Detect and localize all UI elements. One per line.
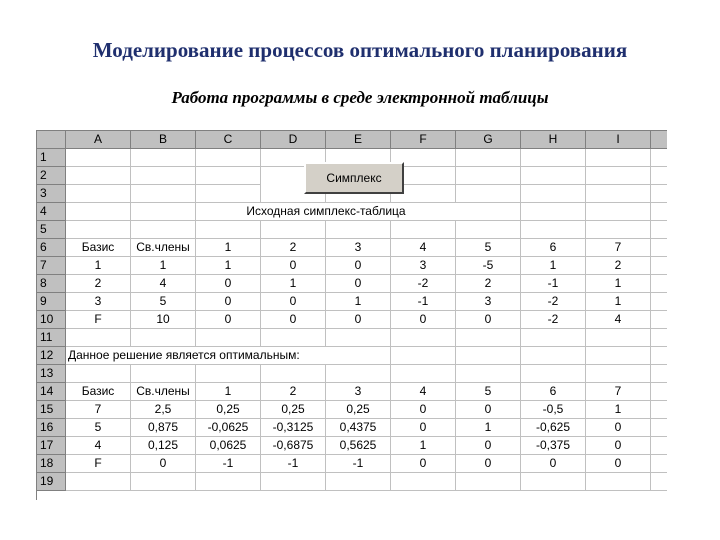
table2-cell-r5-c4[interactable]: -1 [261,455,326,473]
column-header-extra[interactable] [651,131,667,149]
row-header-19[interactable]: 19 [37,473,66,491]
table2-cell-r5-c5[interactable]: -1 [326,455,391,473]
grid-cell[interactable] [521,185,586,203]
grid-cell[interactable] [391,221,456,239]
grid-cell[interactable] [521,365,586,383]
table2-cell-r3-c6[interactable]: 0 [391,419,456,437]
row-header-1[interactable]: 1 [37,149,66,167]
grid-cell[interactable] [66,203,131,221]
table2-cell-r2-c9[interactable]: 1 [586,401,651,419]
table2-cell-r1-c2[interactable]: Св.члены [131,383,196,401]
grid-cell[interactable] [391,473,456,491]
grid-cell[interactable] [651,203,667,221]
row-header-15[interactable]: 15 [37,401,66,419]
grid-cell[interactable] [651,437,667,455]
table1-cell-r5-c8[interactable]: -2 [521,311,586,329]
table2-cell-r5-c8[interactable]: 0 [521,455,586,473]
row-header-5[interactable]: 5 [37,221,66,239]
table2-cell-r4-c9[interactable]: 0 [586,437,651,455]
column-header-f[interactable]: F [391,131,456,149]
table1-cell-r4-c2[interactable]: 5 [131,293,196,311]
table1-cell-r2-c5[interactable]: 0 [326,257,391,275]
grid-cell[interactable] [326,347,391,365]
table2-cell-r3-c3[interactable]: -0,0625 [196,419,261,437]
grid-cell[interactable] [196,149,261,167]
grid-cell[interactable] [261,221,326,239]
grid-cell[interactable] [586,167,651,185]
grid-cell[interactable] [586,221,651,239]
table1-cell-r3-c1[interactable]: 2 [66,275,131,293]
grid-cell[interactable] [391,365,456,383]
table1-cell-r5-c2[interactable]: 10 [131,311,196,329]
grid-cell[interactable] [651,239,667,257]
table2-cell-r1-c8[interactable]: 6 [521,383,586,401]
page-title: Моделирование процессов оптимального планирования [92,38,628,62]
grid-cell[interactable] [66,329,131,347]
table2-cell-r4-c8[interactable]: -0,375 [521,437,586,455]
grid-cell[interactable] [326,329,391,347]
grid-cell[interactable] [196,167,261,185]
table2-cell-r2-c5[interactable]: 0,25 [326,401,391,419]
table2-cell-r1-c9[interactable]: 7 [586,383,651,401]
table1-cell-r1-c8[interactable]: 6 [521,239,586,257]
row-header-9[interactable]: 9 [37,293,66,311]
grid-cell[interactable] [651,401,667,419]
grid-cell[interactable] [456,167,521,185]
row-header-3[interactable]: 3 [37,185,66,203]
table1-cell-r3-c7[interactable]: 2 [456,275,521,293]
table1-cell-r2-c9[interactable]: 2 [586,257,651,275]
grid-cell[interactable] [196,329,261,347]
grid-cell[interactable] [651,383,667,401]
grid-cell[interactable] [521,149,586,167]
grid-cell[interactable] [651,257,667,275]
simplex-button[interactable]: Симплекс [304,162,404,194]
table1-cell-r2-c7[interactable]: -5 [456,257,521,275]
table1-cell-r2-c6[interactable]: 3 [391,257,456,275]
table2-cell-r3-c7[interactable]: 1 [456,419,521,437]
table2-cell-r4-c2[interactable]: 0,125 [131,437,196,455]
table1-cell-r1-c4[interactable]: 2 [261,239,326,257]
grid-cell[interactable] [326,473,391,491]
grid-cell[interactable] [66,167,131,185]
grid-cell[interactable] [651,185,667,203]
column-header-a[interactable]: A [66,131,131,149]
table1-cell-r2-c8[interactable]: 1 [521,257,586,275]
table1-cell-r1-c2[interactable]: Св.члены [131,239,196,257]
grid-cell[interactable] [131,329,196,347]
grid-cell[interactable] [66,473,131,491]
column-header-d[interactable]: D [261,131,326,149]
grid-cell[interactable] [131,167,196,185]
grid-cell[interactable] [456,185,521,203]
grid-cell[interactable] [651,455,667,473]
table1-cell-r5-c3[interactable]: 0 [196,311,261,329]
table2-cell-r2-c4[interactable]: 0,25 [261,401,326,419]
table1-cell-r1-c7[interactable]: 5 [456,239,521,257]
row-header-2[interactable]: 2 [37,167,66,185]
table1-cell-r4-c1[interactable]: 3 [66,293,131,311]
table1-cell-r2-c1[interactable]: 1 [66,257,131,275]
table2-cell-r5-c6[interactable]: 0 [391,455,456,473]
table2-cell-r4-c6[interactable]: 1 [391,437,456,455]
row-header-8[interactable]: 8 [37,275,66,293]
table1-cell-r5-c5[interactable]: 0 [326,311,391,329]
grid-cell[interactable] [131,473,196,491]
table1-cell-r2-c3[interactable]: 1 [196,257,261,275]
table2-cell-r3-c8[interactable]: -0,625 [521,419,586,437]
table2-cell-r1-c7[interactable]: 5 [456,383,521,401]
table2-cell-r2-c3[interactable]: 0,25 [196,401,261,419]
grid-cell[interactable] [66,185,131,203]
select-all-corner[interactable] [37,131,66,149]
grid-cell[interactable] [651,149,667,167]
table1-cell-r4-c4[interactable]: 0 [261,293,326,311]
grid-cell[interactable] [261,329,326,347]
row-header-11[interactable]: 11 [37,329,66,347]
row-header-12[interactable]: 12 [37,347,66,365]
table2-cell-r1-c1[interactable]: Базис [66,383,131,401]
column-header-g[interactable]: G [456,131,521,149]
table2-cell-r3-c9[interactable]: 0 [586,419,651,437]
table1-cell-r1-c5[interactable]: 3 [326,239,391,257]
table1-cell-r3-c3[interactable]: 0 [196,275,261,293]
row-header-13[interactable]: 13 [37,365,66,383]
table1-cell-r5-c9[interactable]: 4 [586,311,651,329]
grid-cell[interactable] [521,473,586,491]
grid-cell[interactable] [261,473,326,491]
grid-cell[interactable] [66,221,131,239]
table2-cell-r3-c5[interactable]: 0,4375 [326,419,391,437]
grid-cell[interactable] [586,185,651,203]
grid-cell[interactable] [456,473,521,491]
grid-cell[interactable] [66,365,131,383]
table1-cell-r3-c9[interactable]: 1 [586,275,651,293]
grid-cell[interactable] [651,221,667,239]
table2-cell-r4-c7[interactable]: 0 [456,437,521,455]
grid-cell[interactable] [521,347,586,365]
grid-cell[interactable] [651,419,667,437]
grid-cell[interactable] [651,293,667,311]
grid-cell[interactable] [456,329,521,347]
column-header-e[interactable]: E [326,131,391,149]
row-header-7[interactable]: 7 [37,257,66,275]
grid-cell[interactable] [456,203,521,221]
table1-cell-r5-c1[interactable]: F [66,311,131,329]
spreadsheet [36,130,667,500]
grid-cell[interactable] [521,203,586,221]
table1-cell-r4-c3[interactable]: 0 [196,293,261,311]
row-header-14[interactable]: 14 [37,383,66,401]
table1-cell-r2-c2[interactable]: 1 [131,257,196,275]
table1-cell-r4-c6[interactable]: -1 [391,293,456,311]
grid-cell[interactable] [326,221,391,239]
table2-cell-r5-c2[interactable]: 0 [131,455,196,473]
grid-cell[interactable] [651,167,667,185]
table1-cell-r5-c4[interactable]: 0 [261,311,326,329]
table2-cell-r4-c5[interactable]: 0,5625 [326,437,391,455]
table2-cell-r5-c1[interactable]: F [66,455,131,473]
row-header-6[interactable]: 6 [37,239,66,257]
table1-cell-r1-c9[interactable]: 7 [586,239,651,257]
page-subtitle: Работа программы в среде электронной таблицы [171,88,549,107]
grid-cell[interactable] [196,473,261,491]
table1-cell-r3-c6[interactable]: -2 [391,275,456,293]
table2-cell-r4-c4[interactable]: -0,6875 [261,437,326,455]
table1-cell-r4-c9[interactable]: 1 [586,293,651,311]
grid-cell[interactable] [586,347,651,365]
grid-cell[interactable] [586,203,651,221]
grid-cell[interactable] [131,221,196,239]
table1-cell-r1-c6[interactable]: 4 [391,239,456,257]
table1-caption: Исходная симплекс-таблица [246,204,406,218]
column-header-b[interactable]: B [131,131,196,149]
grid-cell[interactable] [586,473,651,491]
table2-cell-r1-c4[interactable]: 2 [261,383,326,401]
result-message: Данное решение является оптимальным: [68,348,300,362]
column-header-h[interactable]: H [521,131,586,149]
table2-cell-r4-c1[interactable]: 4 [66,437,131,455]
table1-cell-r1-c3[interactable]: 1 [196,239,261,257]
table1-cell-r5-c7[interactable]: 0 [456,311,521,329]
grid-cell[interactable] [391,329,456,347]
grid-cell[interactable] [586,329,651,347]
grid-cell[interactable] [456,221,521,239]
table2-cell-r5-c7[interactable]: 0 [456,455,521,473]
grid-cell[interactable] [131,365,196,383]
grid-cell[interactable] [131,185,196,203]
table1-cell-r4-c5[interactable]: 1 [326,293,391,311]
table2-cell-r1-c3[interactable]: 1 [196,383,261,401]
table1-cell-r5-c6[interactable]: 0 [391,311,456,329]
table1-cell-r3-c5[interactable]: 0 [326,275,391,293]
table1-cell-r3-c2[interactable]: 4 [131,275,196,293]
grid-cell[interactable] [521,329,586,347]
grid-cell[interactable] [261,365,326,383]
row-header-4[interactable]: 4 [37,203,66,221]
grid-cell[interactable] [131,203,196,221]
table2-cell-r3-c2[interactable]: 0,875 [131,419,196,437]
table2-cell-r1-c5[interactable]: 3 [326,383,391,401]
table2-cell-r2-c8[interactable]: -0,5 [521,401,586,419]
grid-cell[interactable] [651,329,667,347]
grid-cell[interactable] [651,275,667,293]
grid-cell[interactable] [456,149,521,167]
grid-cell[interactable] [586,149,651,167]
column-header-i[interactable]: I [586,131,651,149]
table1-cell-r4-c7[interactable]: 3 [456,293,521,311]
table1-cell-r2-c4[interactable]: 0 [261,257,326,275]
grid-cell[interactable] [651,347,667,365]
grid-cell[interactable] [196,185,261,203]
grid-cell[interactable] [521,221,586,239]
grid-cell[interactable] [521,167,586,185]
table2-cell-r2-c6[interactable]: 0 [391,401,456,419]
table2-cell-r5-c3[interactable]: -1 [196,455,261,473]
grid-cell[interactable] [651,473,667,491]
grid-cell[interactable] [391,347,456,365]
grid-cell[interactable] [456,347,521,365]
table2-cell-r3-c1[interactable]: 5 [66,419,131,437]
table2-cell-r4-c3[interactable]: 0,0625 [196,437,261,455]
grid-cell[interactable] [196,221,261,239]
grid-cell[interactable] [651,311,667,329]
grid-cell[interactable] [196,365,261,383]
row-header-10[interactable]: 10 [37,311,66,329]
grid-cell[interactable] [131,149,196,167]
grid-cell[interactable] [651,365,667,383]
row-header-16[interactable]: 16 [37,419,66,437]
table2-cell-r1-c6[interactable]: 4 [391,383,456,401]
table1-cell-r3-c8[interactable]: -1 [521,275,586,293]
table1-cell-r1-c1[interactable]: Базис [66,239,131,257]
grid-cell[interactable] [456,365,521,383]
grid-cell[interactable] [326,365,391,383]
table2-cell-r5-c9[interactable]: 0 [586,455,651,473]
table2-cell-r3-c4[interactable]: -0,3125 [261,419,326,437]
grid-cell[interactable] [586,365,651,383]
grid-cell[interactable] [66,149,131,167]
row-header-17[interactable]: 17 [37,437,66,455]
table2-cell-r2-c1[interactable]: 7 [66,401,131,419]
table1-cell-r3-c4[interactable]: 1 [261,275,326,293]
table1-cell-r4-c8[interactable]: -2 [521,293,586,311]
table2-cell-r2-c7[interactable]: 0 [456,401,521,419]
table2-cell-r2-c2[interactable]: 2,5 [131,401,196,419]
row-header-18[interactable]: 18 [37,455,66,473]
column-header-c[interactable]: C [196,131,261,149]
